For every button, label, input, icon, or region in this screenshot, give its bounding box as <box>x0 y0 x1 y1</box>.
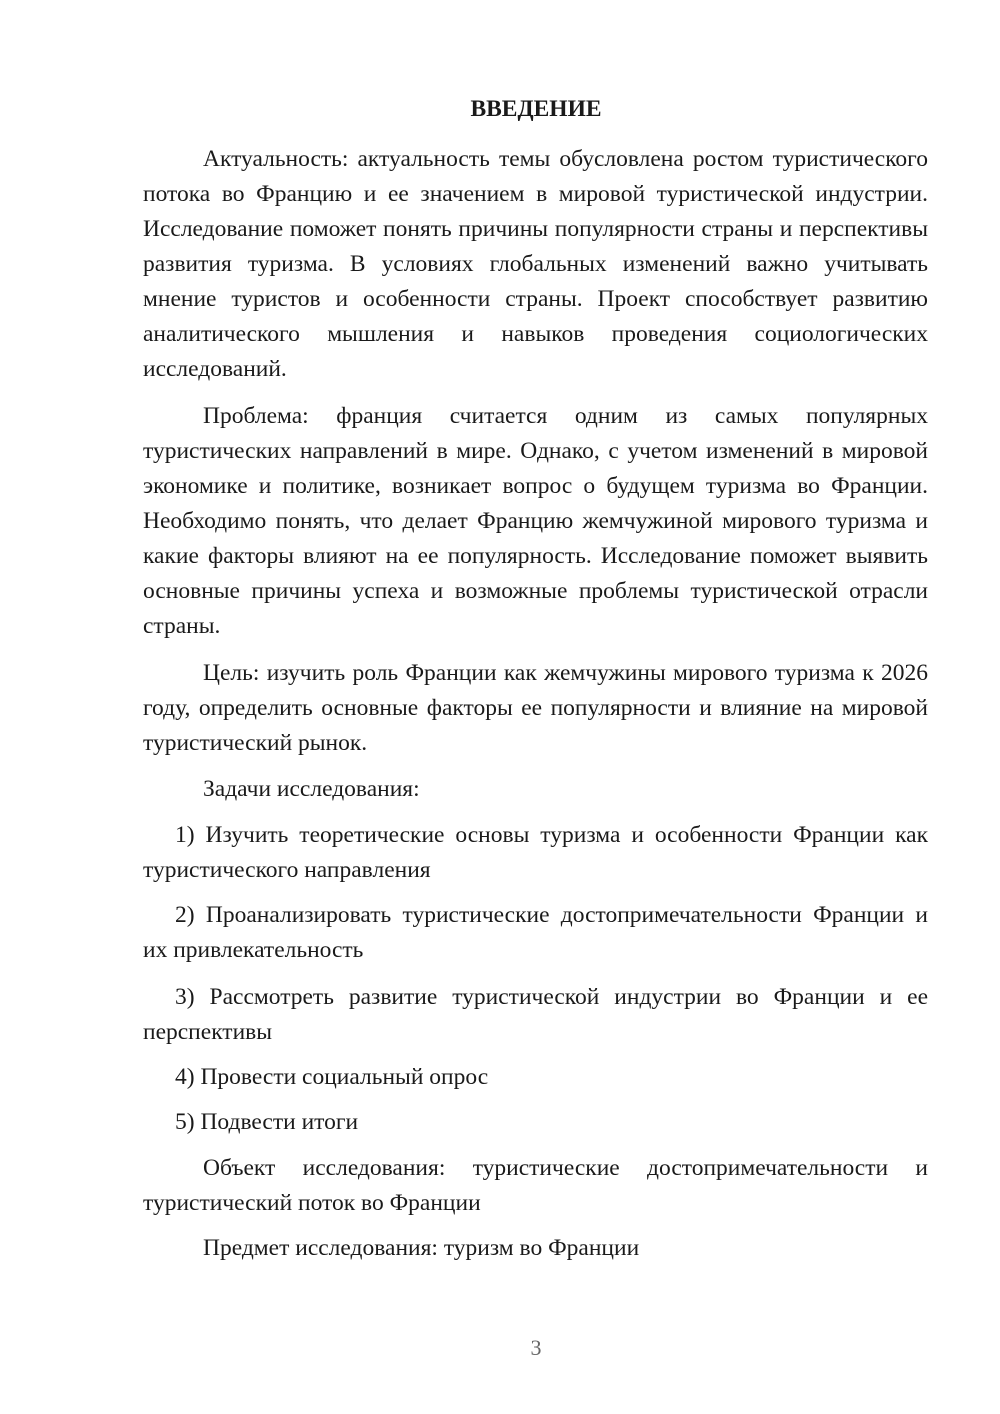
goal-paragraph: Цель: изучить роль Франции как жемчужины мирового туризма к 2026 году, определить основные факторы ее популярности и влияние на мировой туристический рынок. <box>143 660 928 756</box>
task-item-1: 1) Изучить теоретические основы туризма и особенности Франции как туристического направления <box>143 822 928 883</box>
relevance-paragraph: Актуальность: актуальность темы обусловлена ростом туристического потока во Францию и ее значением в мировой туристической индустрии. Исследование поможет понять причины популярности страны и перспективы развития туризма. В условиях глобальных изменений важно учитывать мнение туристов и особенности страны. Проект способствует развитию аналитического мышления и навыков проведения социологических исследований. <box>143 146 928 382</box>
task-item-4: 4) Провести социальный опрос <box>175 1064 489 1090</box>
task-item-3: 3) Рассмотреть развитие туристической индустрии во Франции и ее перспективы <box>143 984 928 1045</box>
task-item-5: 5) Подвести итоги <box>175 1109 359 1135</box>
task-item-2: 2) Проанализировать туристические достопримечательности Франции и их привлекательность <box>143 902 928 963</box>
tasks-heading: Задачи исследования: <box>203 776 420 802</box>
page-number: 3 <box>530 1335 542 1360</box>
subject-paragraph: Предмет исследования: туризм во Франции <box>203 1235 640 1261</box>
object-paragraph: Объект исследования: туристические достопримечательности и туристический поток во Франции <box>143 1155 928 1216</box>
page-title: ВВЕДЕНИЕ <box>470 96 602 122</box>
problem-paragraph: Проблема: франция считается одним из самых популярных туристических направлений в мире. Однако, с учетом изменений в мировой экономике и политике, возникает вопрос о будущем туризма во Франции. Необходимо понять, что делает Францию жемчужиной мирового туризма и какие факторы влияют на ее популярность. Исследование поможет выявить основные причины успеха и возможные проблемы туристической отрасли страны. <box>143 403 928 639</box>
